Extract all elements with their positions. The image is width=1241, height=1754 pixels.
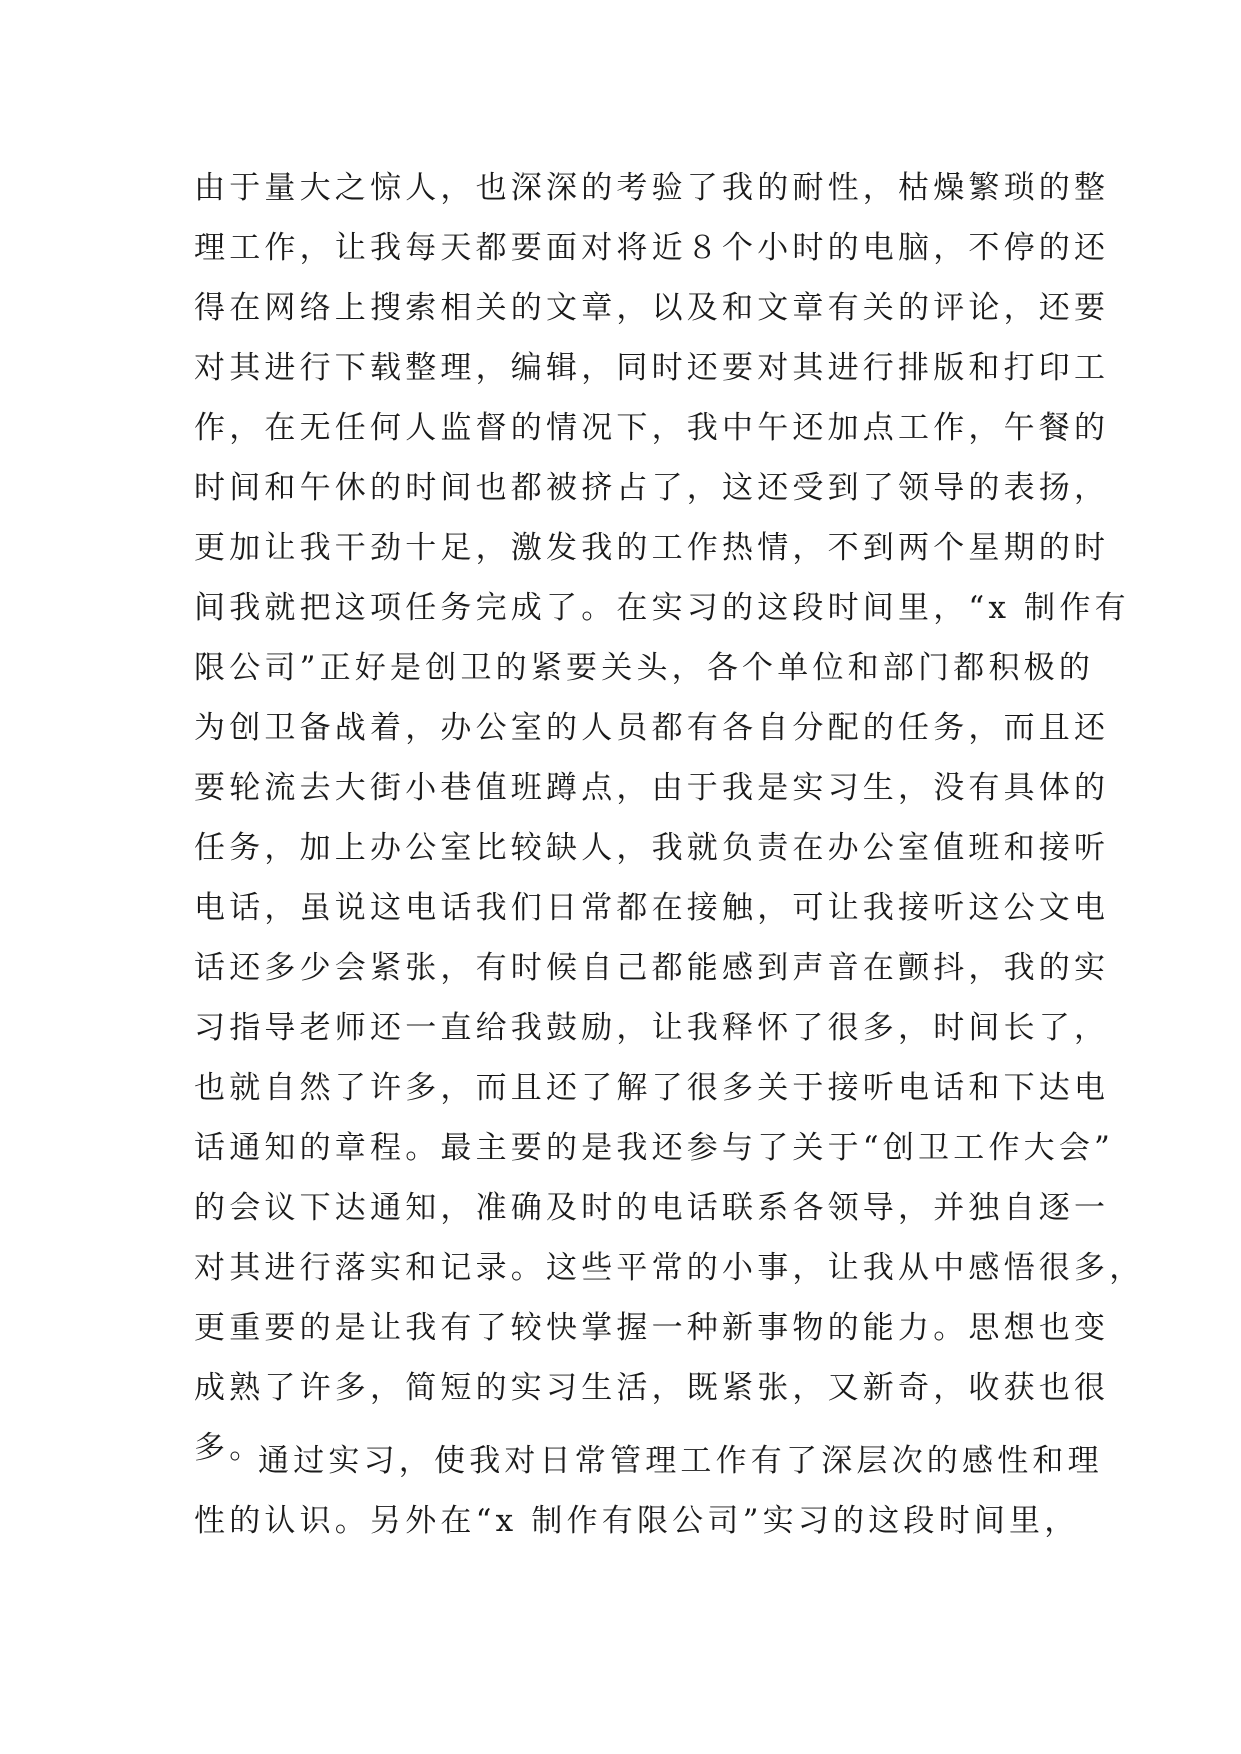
text-line: 话还多少会紧张，有时候自己都能感到声音在颤抖，我的实: [194, 950, 1110, 986]
text-line: 要轮流去大街小巷值班蹲点，由于我是实习生，没有具体的: [194, 770, 1110, 806]
text-line: 任务，加上办公室比较缺人，我就负责在办公室值班和接听: [194, 830, 1110, 866]
paragraph-1: [194, 158, 1145, 1478]
text-line: 时间和午休的时间也都被挤占了，这还受到了领导的表扬，: [194, 470, 1110, 506]
text-line: 理工作，让我每天都要面对将近８个小时的电脑，不停的还: [194, 230, 1110, 266]
text-line: 成熟了许多，简短的实习生活，既紧张，又新奇，收获也很: [194, 1370, 1110, 1406]
text-line: 对其进行落实和记录。这些平常的小事，让我从中感悟很多，: [194, 1250, 1145, 1286]
text-line: 间我就把这项任务完成了。在实习的这段时间里，“x 制作有: [194, 590, 1130, 626]
paragraph-2: [194, 1431, 1103, 1551]
text-line: 也就自然了许多，而且还了解了很多关于接听电话和下达电: [194, 1070, 1110, 1106]
text-line: 电话，虽说这电话我们日常都在接触，可让我接听这公文电: [194, 890, 1110, 926]
text-line: 的会议下达通知，准确及时的电话联系各领导，并独自逐一: [194, 1190, 1110, 1226]
text-line: 习指导老师还一直给我鼓励，让我释怀了很多，时间长了，: [194, 1010, 1110, 1046]
text-line: 为创卫备战着，办公室的人员都有各自分配的任务，而且还: [194, 710, 1110, 746]
text-line: 作，在无任何人监督的情况下，我中午还加点工作，午餐的: [194, 410, 1110, 446]
text-line: 限公司”正好是创卫的紧要关头，各个单位和部门都积极的: [194, 650, 1095, 686]
text-line: 通过实习，使我对日常管理工作有了深层次的感性和理: [258, 1443, 1103, 1479]
text-line: 对其进行下载整理，编辑，同时还要对其进行排版和打印工: [194, 350, 1110, 386]
text-line: 更重要的是让我有了较快掌握一种新事物的能力。思想也变: [194, 1310, 1110, 1346]
text-line: 由于量大之惊人，也深深的考验了我的耐性，枯燥繁琐的整: [194, 170, 1110, 206]
text-line: 多。: [194, 1430, 265, 1466]
text-line: 性的认识。另外在“x 制作有限公司”实习的这段时间里，: [194, 1503, 1080, 1539]
text-line: 得在网络上搜索相关的文章，以及和文章有关的评论，还要: [194, 290, 1110, 326]
text-line: 话通知的章程。最主要的是我还参与了关于“创卫工作大会”: [194, 1130, 1115, 1166]
text-line: 更加让我干劲十足，激发我的工作热情，不到两个星期的时: [194, 530, 1110, 566]
